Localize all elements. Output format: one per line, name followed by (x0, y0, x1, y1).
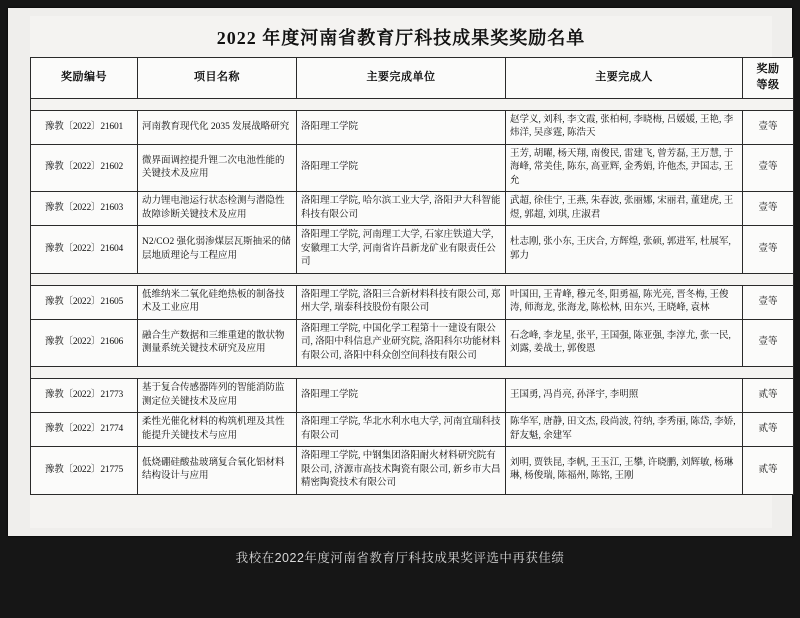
cell-level: 贰等 (743, 413, 794, 447)
image-caption: 我校在2022年度河南省教育厅科技成果奖评选中再获佳绩 (235, 551, 565, 565)
cell-unit: 洛阳理工学院, 河南理工大学, 石家庄铁道大学, 安徽理工大学, 河南省许昌新龙矿业有限责任公司 (297, 226, 506, 273)
table-spacer-row (31, 367, 794, 379)
table-spacer-row (31, 273, 794, 285)
cell-people: 叶国田, 王青峰, 穆元冬, 阳勇福, 陈光亮, 晋冬梅, 王俊涛, 师海龙, 张海龙, 陈松林, 田东兴, 王晓峰, 袁林 (506, 285, 743, 319)
column-header-level-line2: 等级 (756, 79, 780, 91)
cell-level: 壹等 (743, 226, 794, 273)
cell-project: N2/CO2 强化弱渗煤层瓦斯抽采的储层地质理论与工程应用 (138, 226, 297, 273)
cell-people: 王国勇, 冯肖亮, 孙泽宇, 李明照 (506, 379, 743, 413)
cell-project: 河南教育现代化 2035 发展战略研究 (138, 111, 297, 145)
cell-project: 动力锂电池运行状态检测与潜隐性故障诊断关键技术及应用 (138, 192, 297, 226)
table-row (31, 319, 794, 366)
cell-project: 融合生产数据和三维重建的散状物测量系统关键技术研究及应用 (138, 319, 297, 366)
cell-code: 豫教〔2022〕21606 (31, 319, 138, 366)
cell-unit: 洛阳理工学院, 中国化学工程第十一建设有限公司, 洛阳中科信息产业研究院, 洛阳科尔功能材料有限公司, 洛阳中科众创空间科技有限公司 (297, 319, 506, 366)
cell-people: 杜志刚, 张小东, 王庆合, 方辉煌, 张硕, 郭进军, 杜展军, 郭力 (506, 226, 743, 273)
cell-project: 低维纳米二氧化硅绝热板的制备技术及工业应用 (138, 285, 297, 319)
cell-code: 豫教〔2022〕21603 (31, 192, 138, 226)
table-row (31, 111, 794, 145)
cell-code: 豫教〔2022〕21775 (31, 447, 138, 494)
cell-unit: 洛阳理工学院, 洛阳三合新材料科技有限公司, 郑州大学, 瑞泰科技股份有限公司 (297, 285, 506, 319)
table-row (31, 144, 794, 191)
document-content (30, 16, 780, 528)
cell-unit: 洛阳理工学院, 华北水利水电大学, 河南宜瑞科技有限公司 (297, 413, 506, 447)
cell-unit: 洛阳理工学院, 中钢集团洛阳耐火材料研究院有限公司, 济源市高技术陶瓷有限公司, 新乡市大昌精密陶瓷技术有限公司 (297, 447, 506, 494)
cell-people: 石念峰, 李龙星, 张平, 王国强, 陈亚强, 李淳尤, 张一民, 刘露, 姜战士, 郭俊恩 (506, 319, 743, 366)
table-header-row (31, 58, 794, 99)
cell-code: 豫教〔2022〕21604 (31, 226, 138, 273)
cell-project: 低烧硼硅酸盐玻璃复合氧化铝材料结构设计与应用 (138, 447, 297, 494)
cell-code: 豫教〔2022〕21602 (31, 144, 138, 191)
cell-level: 壹等 (743, 319, 794, 366)
document-page (8, 8, 792, 536)
column-header-project: 项目名称 (138, 58, 297, 99)
cell-unit: 洛阳理工学院 (297, 379, 506, 413)
cell-level: 壹等 (743, 285, 794, 319)
cell-project: 柔性光催化材料的构筑机理及其性能提升关键技术与应用 (138, 413, 297, 447)
cell-level: 壹等 (743, 144, 794, 191)
column-header-code: 奖励编号 (31, 58, 138, 99)
table-row (31, 226, 794, 273)
cell-code: 豫教〔2022〕21773 (31, 379, 138, 413)
cell-people: 武超, 徐佳宁, 王燕, 朱春波, 张丽娜, 宋丽君, 董建虎, 王煜, 郭超, 刘琪, 庄淑君 (506, 192, 743, 226)
cell-unit: 洛阳理工学院 (297, 111, 506, 145)
cell-people: 赵学义, 刘科, 李文霞, 张柏柯, 李晓梅, 吕媛媛, 王艳, 李炜洋, 吴彦霆, 陈浩天 (506, 111, 743, 145)
cell-code: 豫教〔2022〕21774 (31, 413, 138, 447)
table-row (31, 285, 794, 319)
cell-level: 壹等 (743, 111, 794, 145)
cell-project: 基于复合传感器阵列的智能消防监测定位关键技术及应用 (138, 379, 297, 413)
award-list-table (30, 57, 794, 495)
cell-unit: 洛阳理工学院 (297, 144, 506, 191)
cell-unit: 洛阳理工学院, 哈尔滨工业大学, 洛阳尹大科智能科技有限公司 (297, 192, 506, 226)
column-header-unit: 主要完成单位 (297, 58, 506, 99)
cell-level: 贰等 (743, 447, 794, 494)
table-row (31, 447, 794, 494)
cell-project: 微界面调控提升锂二次电池性能的关键技术及应用 (138, 144, 297, 191)
cell-people: 王芳, 胡曜, 杨天翔, 南俊民, 雷建飞, 曾芳磊, 王万慧, 于海峰, 常美佳, 陈东, 高亚辉, 金秀娟, 许他杰, 尹国志, 王允 (506, 144, 743, 191)
column-header-people: 主要完成人 (506, 58, 743, 99)
table-row (31, 379, 794, 413)
table-header (31, 58, 794, 99)
cell-people: 陈华军, 唐静, 田文杰, 段尚波, 符纳, 李秀丽, 陈岱, 李娇, 舒友魁, 余建军 (506, 413, 743, 447)
column-header-level-line1: 奖励 (756, 63, 780, 76)
document-title: 2022 年度河南省教育厅科技成果奖奖励名单 (216, 28, 586, 48)
cell-level: 贰等 (743, 379, 794, 413)
table-row (31, 192, 794, 226)
cell-code: 豫教〔2022〕21601 (31, 111, 138, 145)
table-spacer-row (31, 99, 794, 111)
cell-code: 豫教〔2022〕21605 (31, 285, 138, 319)
table-row (31, 413, 794, 447)
column-header-level (743, 58, 794, 99)
table-body (31, 99, 794, 495)
cell-people: 刘明, 贾铁昆, 李帆, 王玉江, 王攀, 许晓鹏, 刘辉敏, 杨琳琳, 杨俊瑞, 陈福州, 陈铭, 王刚 (506, 447, 743, 494)
cell-level: 壹等 (743, 192, 794, 226)
